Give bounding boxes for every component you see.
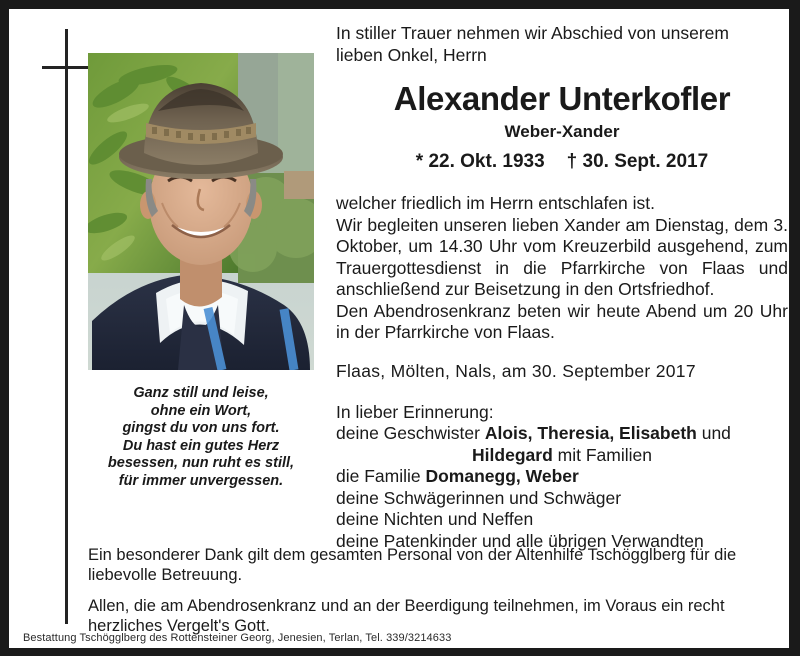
poem-line-5: besessen, nun ruht es still, <box>107 455 295 471</box>
family-prefix: die Familie <box>336 466 426 486</box>
thanks-paragraph-2: Allen, die am Abendrosenkranz und an der Beerdigung teilnehmen, im Voraus ein recht herzliches Vergelt's Gott. <box>88 597 725 635</box>
siblings-names: Alois, Theresia, Elisabeth <box>484 423 697 443</box>
thanks-paragraph-1: Ein besonderer Dank gilt dem gesamten Personal von der Altenhilfe Tschögglberg für die liebevolle Betreuung. <box>88 546 737 584</box>
memory-heading: In lieber Erinnerung: <box>336 401 494 422</box>
siblings-prefix: deine Geschwister <box>336 423 485 443</box>
poem-line-6: für immer unvergessen. <box>118 472 284 489</box>
siblings-suffix: mit Familien <box>552 444 652 465</box>
memory-block <box>336 402 788 553</box>
portrait-photo <box>88 53 314 370</box>
siblings-and: und <box>696 423 731 443</box>
deceased-name: Alexander Unterkofler <box>393 80 731 117</box>
poem-line-2: ohne ein Wort, <box>150 402 252 419</box>
death-date: † 30. Sept. 2017 <box>566 151 709 172</box>
poem-line-3: gingst du von uns fort. <box>122 420 280 436</box>
memory-inlaws: deine Schwägerinnen und Schwäger <box>336 487 622 508</box>
thanks-section <box>88 545 788 636</box>
birth-date: * 22. Okt. 1933 <box>415 151 545 172</box>
funeral-line-1: welcher friedlich im Herrn entschlafen ist. <box>336 193 656 213</box>
memorial-poem <box>88 385 314 490</box>
place-and-date: Flaas, Mölten, Nals, am 30. September 2017 <box>336 360 696 381</box>
family-names: Domanegg, Weber <box>425 466 579 486</box>
obituary-card <box>9 9 789 648</box>
intro-line-2: lieben Onkel, Herrn <box>336 44 487 65</box>
cross-vertical-bar <box>65 29 68 624</box>
funeral-details <box>336 193 788 344</box>
memory-sibling-last <box>336 445 788 467</box>
right-column <box>336 23 788 552</box>
intro-text <box>336 23 788 66</box>
memory-siblings <box>336 423 788 445</box>
poem-line-4: Du hast ein gutes Herz <box>122 437 280 454</box>
funeral-paragraph: Wir begleiten unseren lieben Xander am Dienstag, dem 3. Oktober, um 14.30 Uhr vom Kreuzerbild ausgehend, zum Trauergottesdienst in die Pfarrkirche von Flaas und anschließend zur Beisetzung in den Ortsfriedhof. <box>336 214 788 299</box>
deceased-nickname: Weber-Xander <box>504 122 620 141</box>
rosary-paragraph: Den Abendrosenkranz beten wir heute Abend um 20 Uhr in der Pfarrkirche von Flaas. <box>336 300 788 342</box>
sibling-hildegard: Hildegard <box>472 444 553 465</box>
memory-godchildren: deine Patenkinder und alle übrigen Verwandten <box>336 530 704 551</box>
memory-nieces-nephews: deine Nichten und Neffen <box>336 509 534 529</box>
memory-family <box>336 466 788 488</box>
intro-line-1: In stiller Trauer nehmen wir Abschied von unserem <box>336 23 729 43</box>
poem-line-1: Ganz still und leise, <box>133 385 269 401</box>
left-column <box>88 53 316 490</box>
funeral-home-imprint: Bestattung Tschögglberg des Rottensteiner Georg, Jenesien, Terlan, Tel. 339/3214633 <box>23 632 452 644</box>
life-dates <box>336 151 788 173</box>
